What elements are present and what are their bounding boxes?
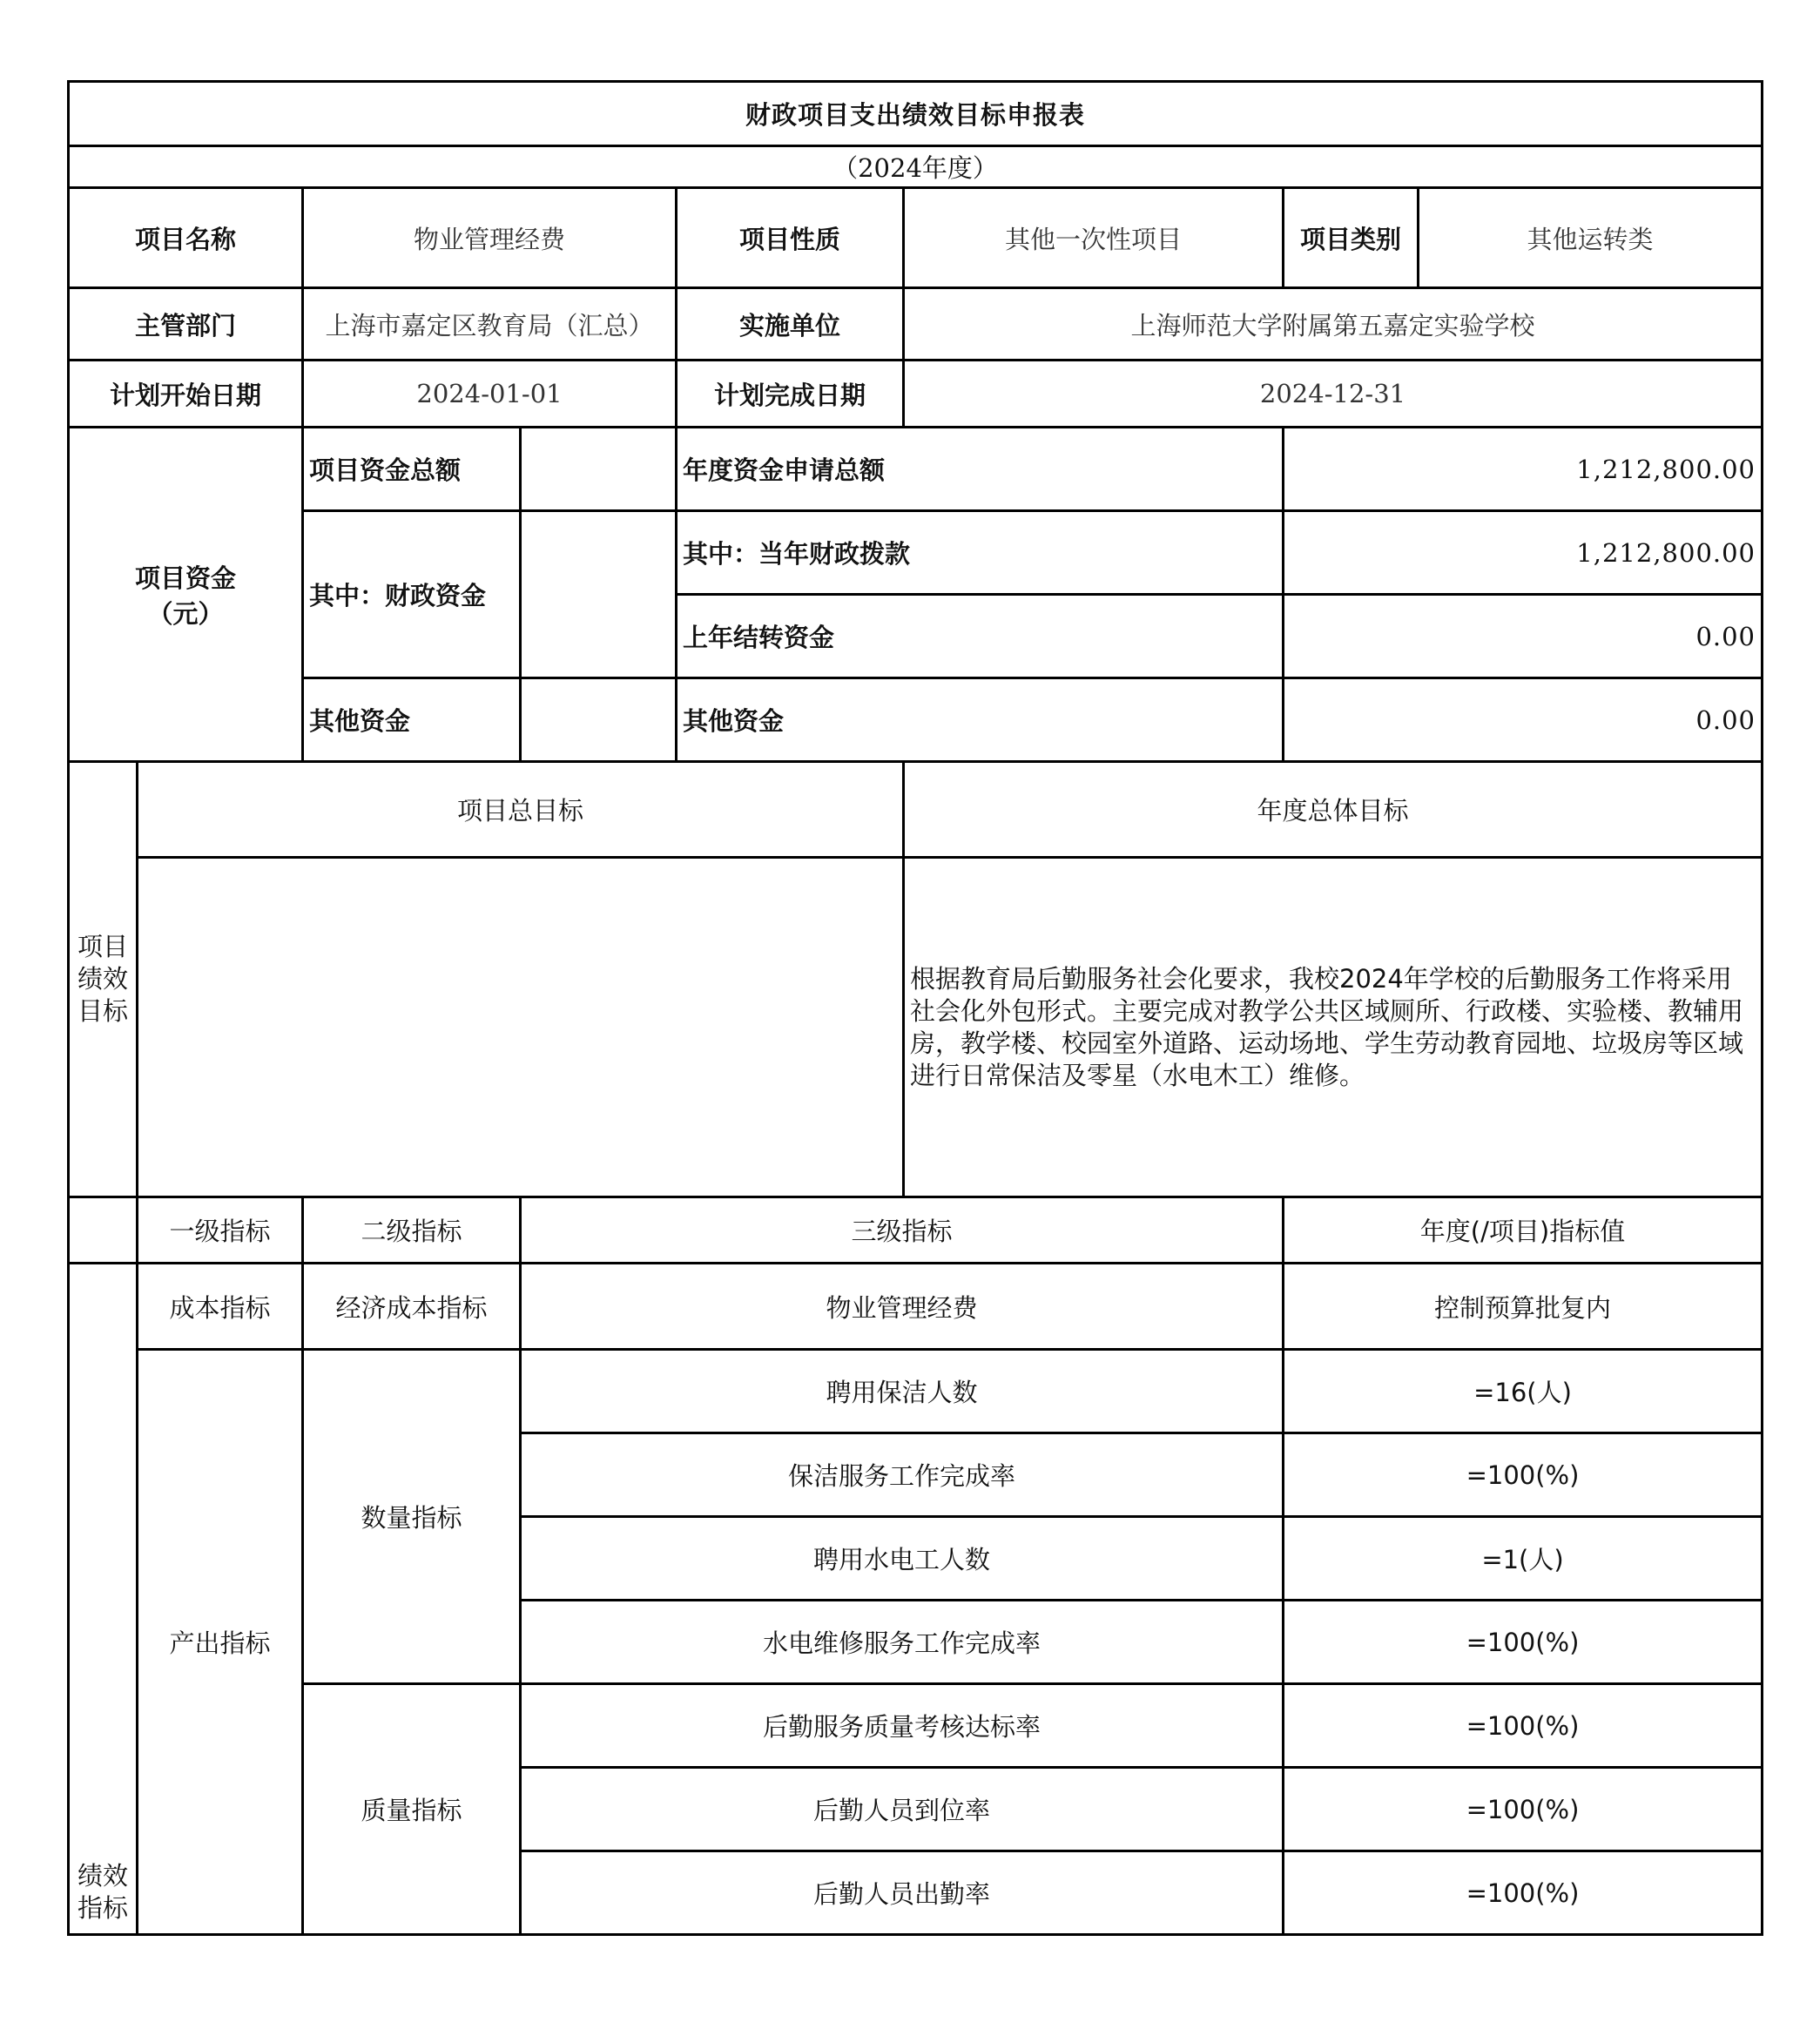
- indicator-value: =100(%): [1284, 1684, 1763, 1768]
- indicator-value: =100(%): [1284, 1851, 1763, 1935]
- level1-header: 一级指标: [138, 1197, 303, 1264]
- level2-header: 二级指标: [303, 1197, 521, 1264]
- cost-level2: 经济成本指标: [303, 1264, 521, 1350]
- goals-side-label-3: 目标: [77, 996, 128, 1026]
- form-year: （2024年度）: [69, 146, 1763, 188]
- annual-goal-label: 年度总体目标: [904, 762, 1763, 858]
- indicator-name: 后勤人员到位率: [521, 1768, 1284, 1851]
- start-date-value: 2024-01-01: [303, 361, 677, 428]
- current-fiscal-value: 1,212,800.00: [1284, 511, 1763, 595]
- form-title: 财政项目支出绩效目标申报表: [69, 82, 1763, 146]
- project-name-label: 项目名称: [69, 188, 303, 288]
- end-date-label: 计划完成日期: [677, 361, 904, 428]
- indicator-name: 保洁服务工作完成率: [521, 1433, 1284, 1517]
- cost-level3: 物业管理经费: [521, 1264, 1284, 1350]
- fiscal-funds-label: 其中：财政资金: [303, 511, 521, 678]
- dept-label: 主管部门: [69, 288, 303, 361]
- indicators-side-label-2: 指标: [77, 1893, 128, 1923]
- indicator-value: =100(%): [1284, 1433, 1763, 1517]
- project-category-value: 其他运转类: [1419, 188, 1763, 288]
- goals-side-label-2: 绩效: [77, 964, 128, 994]
- indicator-value: =16(人): [1284, 1350, 1763, 1433]
- carryover-label: 上年结转资金: [677, 595, 1284, 678]
- start-date-label: 计划开始日期: [69, 361, 303, 428]
- funds-label: [69, 428, 303, 762]
- total-funds-label: 项目资金总额: [303, 428, 521, 511]
- unit-label: 实施单位: [677, 288, 904, 361]
- unit-value: 上海师范大学附属第五嘉定实验学校: [904, 288, 1763, 361]
- performance-form-table: [67, 80, 1763, 1936]
- total-funds-value: [521, 428, 677, 511]
- level3-header: 三级指标: [521, 1197, 1284, 1264]
- indicators-side-label: [69, 1264, 138, 1935]
- project-nature-value: 其他一次性项目: [904, 188, 1284, 288]
- overall-goal-label: 项目总目标: [138, 762, 904, 858]
- other-funds-label: 其他资金: [303, 678, 521, 762]
- annual-other-value: 0.00: [1284, 678, 1763, 762]
- indicators-side-label-1: 绩效: [77, 1861, 128, 1891]
- goals-side-label-1: 项目: [77, 932, 128, 961]
- carryover-value: 0.00: [1284, 595, 1763, 678]
- project-nature-label: 项目性质: [677, 188, 904, 288]
- end-date-value: 2024-12-31: [904, 361, 1763, 428]
- indicator-value: =100(%): [1284, 1601, 1763, 1684]
- overall-goal-text: [138, 858, 904, 1197]
- indicator-name: 水电维修服务工作完成率: [521, 1601, 1284, 1684]
- goals-side-label: [69, 762, 138, 1197]
- funds-label-line2: （元）: [147, 598, 224, 629]
- cost-value: 控制预算批复内: [1284, 1264, 1763, 1350]
- indicator-name: 后勤服务质量考核达标率: [521, 1684, 1284, 1768]
- quantity-level2: 数量指标: [303, 1350, 521, 1684]
- annual-total-label: 年度资金申请总额: [677, 428, 1284, 511]
- indicator-value: =100(%): [1284, 1768, 1763, 1851]
- indicator-name: 聘用保洁人数: [521, 1350, 1284, 1433]
- quality-level2: 质量指标: [303, 1684, 521, 1935]
- value-header: 年度(/项目)指标值: [1284, 1197, 1763, 1264]
- dept-value: 上海市嘉定区教育局（汇总）: [303, 288, 677, 361]
- annual-total-value: 1,212,800.00: [1284, 428, 1763, 511]
- current-fiscal-label: 其中：当年财政拨款: [677, 511, 1284, 595]
- output-level1: 产出指标: [138, 1350, 303, 1935]
- indicator-name: 后勤人员出勤率: [521, 1851, 1284, 1935]
- annual-other-label: 其他资金: [677, 678, 1284, 762]
- fiscal-funds-value: [521, 511, 677, 678]
- project-name-value: 物业管理经费: [303, 188, 677, 288]
- indicator-name: 聘用水电工人数: [521, 1517, 1284, 1601]
- indicator-header-blank: [69, 1197, 138, 1264]
- project-category-label: 项目类别: [1284, 188, 1419, 288]
- funds-label-line1: 项目资金: [134, 563, 236, 593]
- annual-goal-text: 根据教育局后勤服务社会化要求，我校2024年学校的后勤服务工作将采用社会化外包形式。主要完成对教学公共区域厕所、行政楼、实验楼、教辅用房，教学楼、校园室外道路、运动场地、学生劳动教育园地、垃圾房等区域进行日常保洁及零星（水电木工）维修。: [904, 858, 1763, 1197]
- other-funds-value: [521, 678, 677, 762]
- indicator-value: =1(人): [1284, 1517, 1763, 1601]
- cost-level1: 成本指标: [138, 1264, 303, 1350]
